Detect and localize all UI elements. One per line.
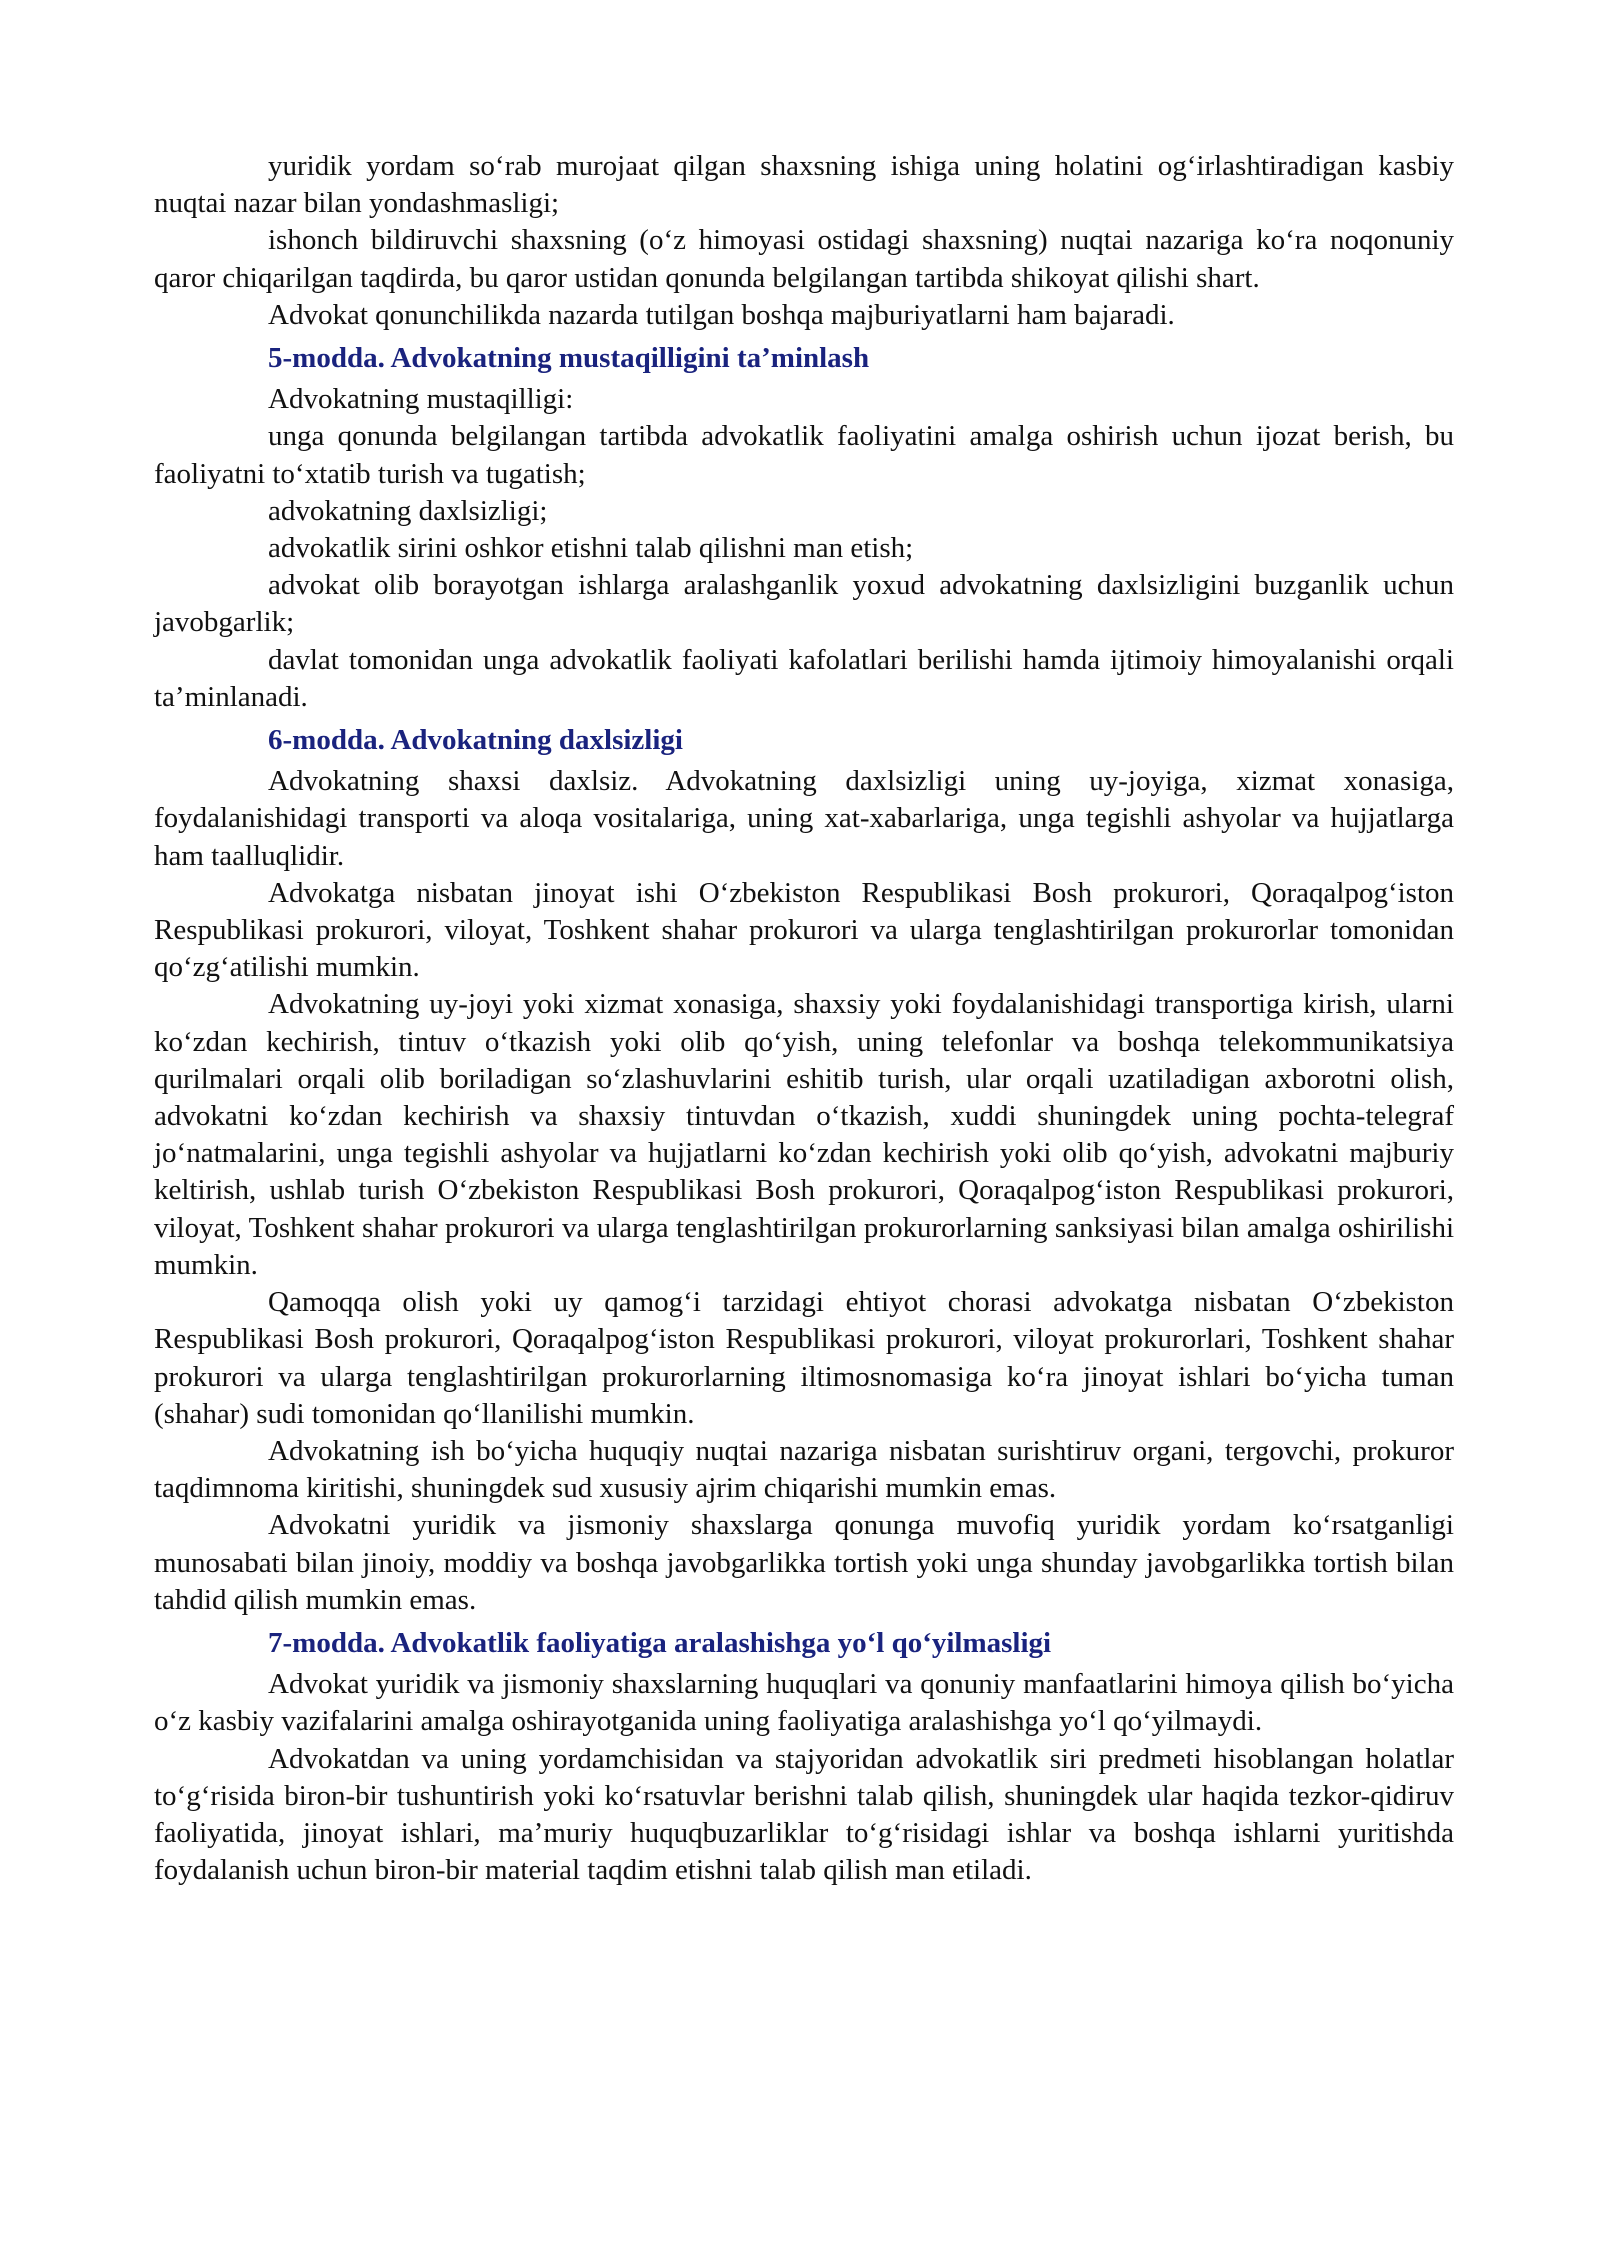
paragraph: advokatning daxlsizligi;: [268, 494, 548, 527]
article-5-heading: 5-modda. Advokatning mustaqilligini ta’minlash: [268, 342, 870, 375]
paragraph: Advokatning shaxsi daxlsiz. Advokatning daxlsizligi uning uy-joyiga, xizmat xonasiga, foydalanishidagi transporti va aloqa vositalariga, uning xat-xabarlariga, unga tegishli ashyolar va hujjatlarga ham taalluqlidir.: [154, 765, 1454, 872]
paragraph: ishonch bildiruvchi shaxsning (o‘z himoyasi ostidagi shaxsning) nuqtai nazariga ko‘ra noqonuniy qaror chiqarilgan taqdirda, bu qaror ustidan qonunda belgilangan tartibda shikoyat qilishi shart.: [154, 224, 1454, 294]
article-6-heading: 6-modda. Advokatning daxlsizligi: [268, 724, 683, 757]
paragraph: Advokat yuridik va jismoniy shaxslarning huquqlari va qonuniy manfaatlarini himoya qilish bo‘yicha o‘z kasbiy vazifalarini amalga oshirayotganida uning faoliyatiga aralashishga yo‘l qo‘yilmaydi.: [154, 1668, 1454, 1738]
paragraph: Advokat qonunchilikda nazarda tutilgan boshqa majburiyatlarni ham bajaradi.: [268, 298, 1175, 331]
paragraph: yuridik yordam so‘rab murojaat qilgan shaxsning ishiga uning holatini og‘irlashtiradigan kasbiy nuqtai nazar bilan yondashmasligi;: [154, 150, 1454, 220]
document-page: [154, 148, 1454, 1889]
paragraph: Advokatdan va uning yordamchisidan va stajyoridan advokatlik siri predmeti hisoblangan holatlar to‘g‘risida biron-bir tushuntirish yoki ko‘rsatuvlar berishni talab qilish, shuningdek ular haqida tezkor-qidiruv faoliyatida, jinoyat ishlari, ma’muriy huquqbuzarliklar to‘g‘risidagi ishlar va boshqa ishlarni yuritishda foydalanish uchun biron-bir material taqdim etishni talab qilish man etiladi.: [154, 1742, 1454, 1887]
paragraph: unga qonunda belgilangan tartibda advokatlik faoliyatini amalga oshirish uchun ijozat berish, bu faoliyatni to‘xtatib turish va tugatish;: [154, 420, 1454, 490]
paragraph: Advokatga nisbatan jinoyat ishi O‘zbekiston Respublikasi Bosh prokurori, Qoraqalpog‘iston Respublikasi prokurori, viloyat, Toshkent shahar prokurori va ularga tenglashtirilgan prokurorlar tomonidan qo‘zg‘atilishi mumkin.: [154, 876, 1454, 984]
paragraph: davlat tomonidan unga advokatlik faoliyati kafolatlari berilishi hamda ijtimoiy himoyalanishi orqali ta’minlanadi.: [154, 643, 1454, 713]
paragraph: Qamoqqa olish yoki uy qamog‘i tarzidagi ehtiyot chorasi advokatga nisbatan O‘zbekiston Respublikasi Bosh prokurori, Qoraqalpog‘iston Respublikasi prokurori, viloyat prokurorlari, Toshkent shahar prokurori va ularga tenglashtirilgan prokurorlarning iltimosnomasiga ko‘ra jinoyat ishlari bo‘yicha tuman (shahar) sudi tomonidan qo‘llanilishi mumkin.: [154, 1286, 1454, 1430]
article-7-heading: 7-modda. Advokatlik faoliyatiga aralashishga yo‘l qo‘yilmasligi: [268, 1626, 1052, 1659]
paragraph: advokatlik sirini oshkor etishni talab qilishni man etish;: [268, 532, 914, 565]
paragraph: Advokatning ish bo‘yicha huquqiy nuqtai nazariga nisbatan surishtiruv organi, tergovchi, prokuror taqdimnoma kiritishi, shuningdek sud xususiy ajrim chiqarishi mumkin emas.: [154, 1434, 1454, 1505]
paragraph: advokat olib borayotgan ishlarga aralashganlik yoxud advokatning daxlsizligini buzganlik uchun javobgarlik;: [154, 569, 1454, 639]
paragraph: Advokatning mustaqilligi:: [268, 383, 574, 416]
paragraph: Advokatni yuridik va jismoniy shaxslarga qonunga muvofiq yuridik yordam ko‘rsatganligi munosabati bilan jinoiy, moddiy va boshqa javobgarlikka tortish yoki unga shunday javobgarlikka tortish bilan tahdid qilish mumkin emas.: [154, 1509, 1454, 1616]
paragraph: Advokatning uy-joyi yoki xizmat xonasiga, shaxsiy yoki foydalanishidagi transportiga kirish, ularni ko‘zdan kechirish, tintuv o‘tkazish yoki olib qo‘yish, uning telefonlar va boshqa telekommunikatsiya qurilmalari orqali olib boriladigan so‘zlashuvlarini eshitib turish, ular orqali uzatiladigan axborotni olish, advokatni ko‘zdan kechirish va shaxsiy tintuvdan o‘tkazish, xuddi shuningdek uning pochta-telegraf jo‘natmalarini, unga tegishli ashyolar va hujjatlarni ko‘zdan kechirish yoki olib qo‘yish, advokatni majburiy keltirish, ushlab turish O‘zbekiston Respublikasi Bosh prokurori, Qoraqalpog‘iston Respublikasi prokurori, viloyat, Toshkent shahar prokurori va ularga tenglashtirilgan prokurorlarning sanksiyasi bilan amalga oshirilishi mumkin.: [154, 988, 1454, 1281]
